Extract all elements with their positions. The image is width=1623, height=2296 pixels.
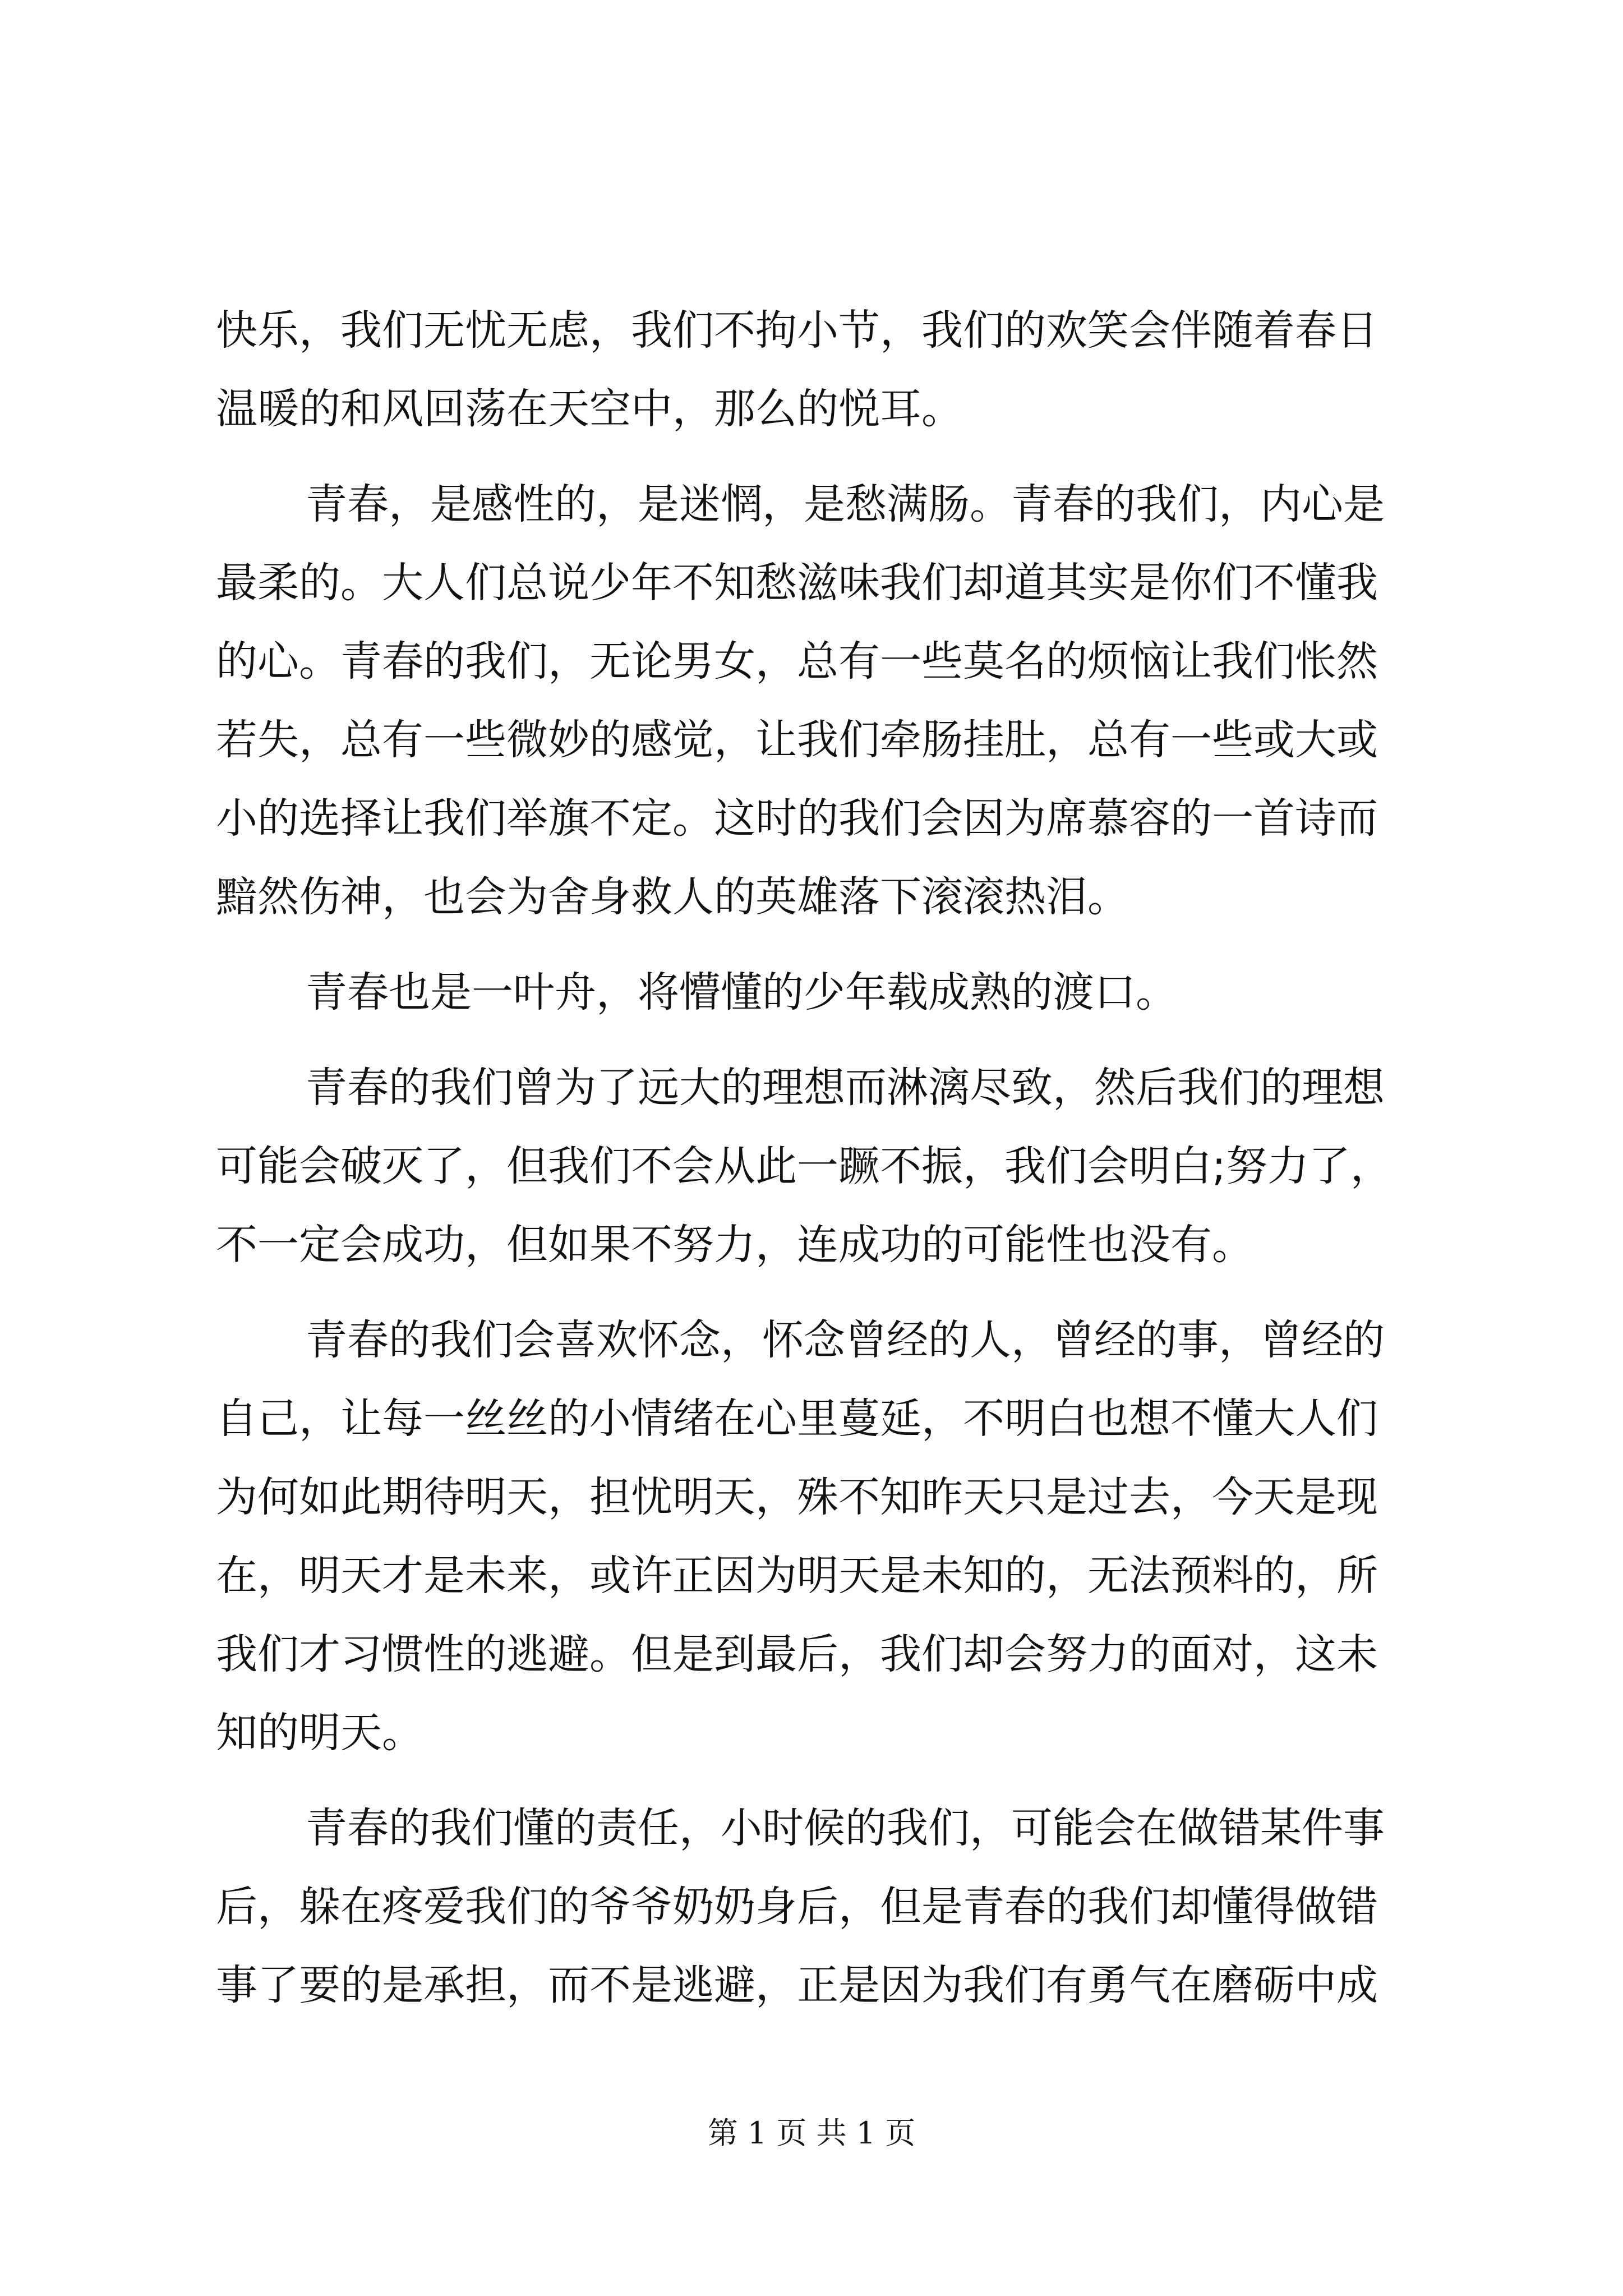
text-line: 事了要的是承担，而不是逃避，正是因为我们有勇气在磨砺中成 [216,1961,1378,2009]
text-line: 小的选择让我们举旗不定。这时的我们会因为席慕容的一首诗而 [216,794,1378,843]
text-line: 若失，总有一些微妙的感觉，让我们牵肠挂肚，总有一些或大或 [216,716,1378,764]
text-line: 青春也是一叶舟，将懵懂的少年载成熟的渡口。 [306,968,1177,1016]
page-footer: 第 1 页 共 1 页 [707,2115,916,2151]
text-line: 为何如此期待明天，担忧明天，殊不知昨天只是过去，今天是现 [216,1473,1378,1521]
text-line: 不一定会成功，但如果不努力，连成功的可能性也没有。 [216,1221,1253,1269]
text-line: 黯然伤神，也会为舍身救人的英雄落下滚滚热泪。 [216,873,1129,921]
text-line: 在，明天才是未来，或许正因为明天是未知的，无法预料的，所 [216,1552,1378,1600]
text-line: 知的明天。 [216,1709,423,1757]
text-line: 自己，让每一丝丝的小情绪在心里蔓延，不明白也想不懂大人们 [216,1395,1378,1443]
text-line: 我们才习惯性的逃避。但是到最后，我们却会努力的面对，这未 [216,1630,1378,1678]
text-line: 后，躲在疼爱我们的爷爷奶奶身后，但是青春的我们却懂得做错 [216,1883,1378,1931]
text-line: 温暖的和风回荡在天空中，那么的悦耳。 [216,385,963,433]
text-line: 可能会破灭了，但我们不会从此一蹶不振，我们会明白;努力了， [216,1142,1392,1190]
text-line: 青春的我们曾为了远大的理想而淋漓尽致，然后我们的理想 [306,1064,1385,1112]
text-line: 最柔的。大人们总说少年不知愁滋味我们却道其实是你们不懂我 [216,559,1378,607]
text-line: 青春的我们懂的责任，小时候的我们，可能会在做错某件事 [306,1804,1385,1852]
text-line: 青春的我们会喜欢怀念，怀念曾经的人，曾经的事，曾经的 [306,1316,1385,1364]
text-line: 的心。青春的我们，无论男女，总有一些莫名的烦恼让我们怅然 [216,637,1378,685]
text-line: 青春，是感性的，是迷惘，是愁满肠。青春的我们，内心是 [306,480,1385,528]
text-line: 快乐，我们无忧无虑，我们不拘小节，我们的欢笑会伴随着春日 [216,306,1378,355]
